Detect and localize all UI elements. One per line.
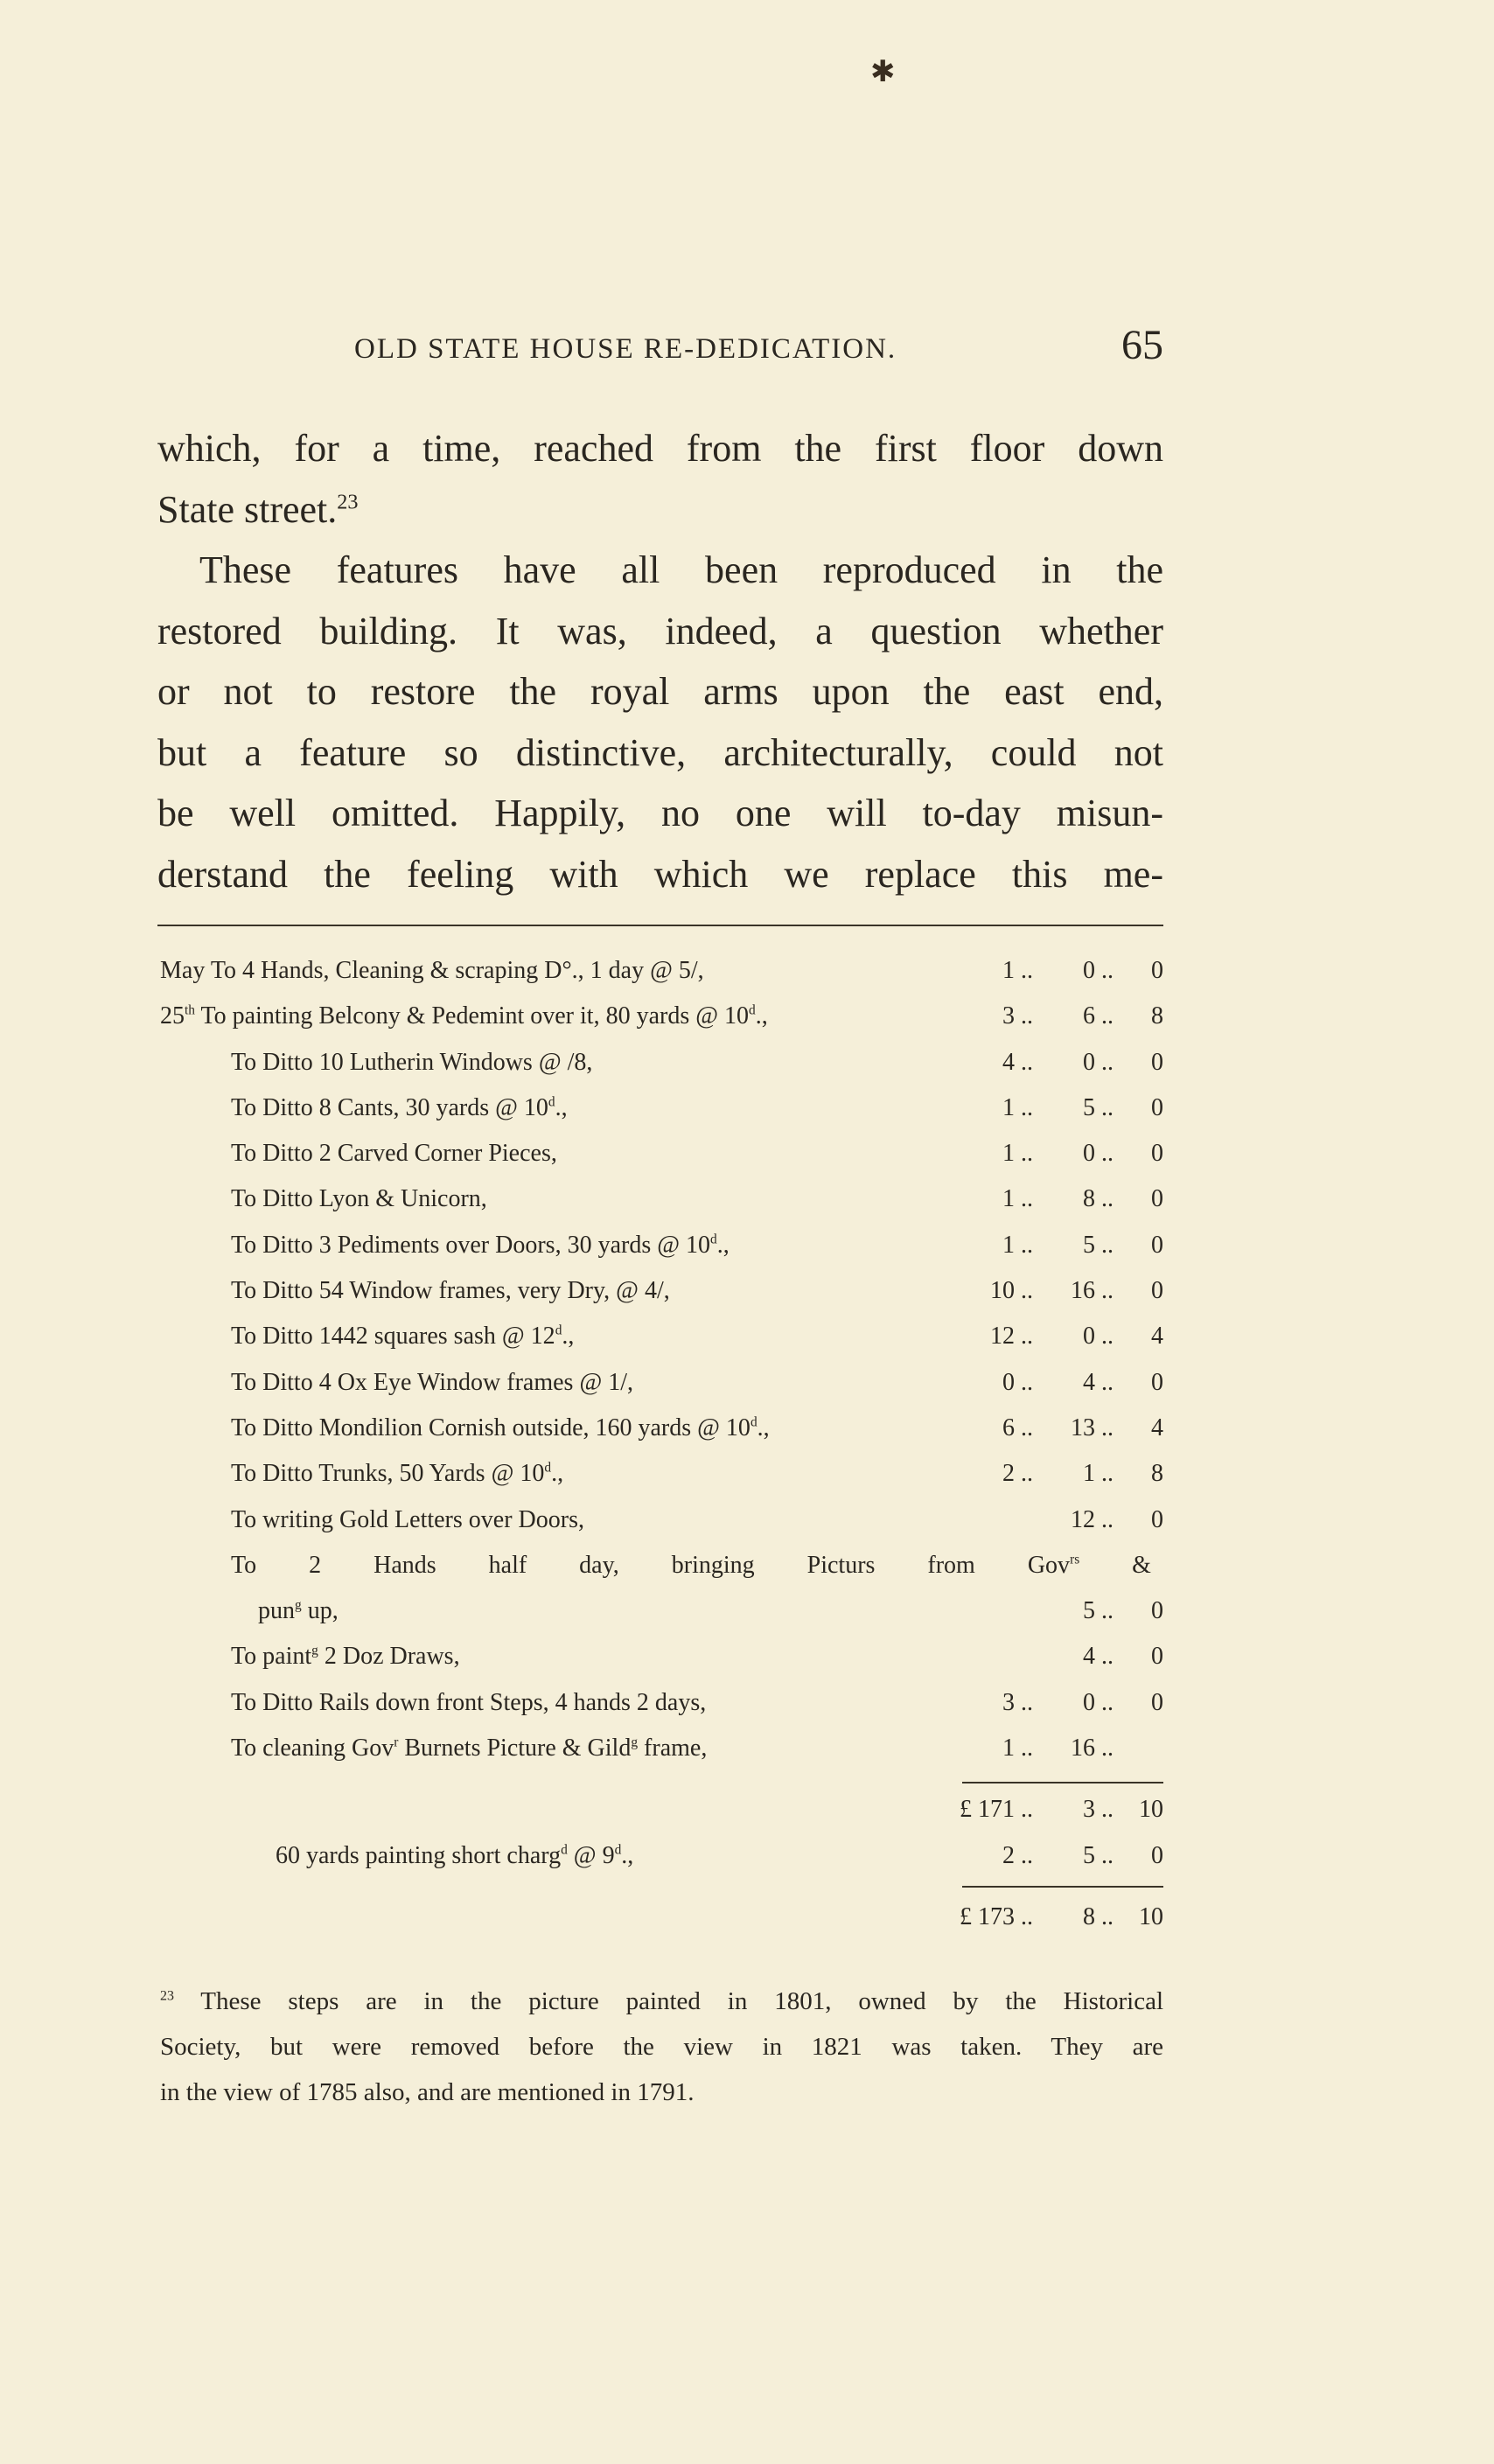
account-row xyxy=(160,952,1163,997)
amount-pence: 0 xyxy=(1151,1505,1163,1533)
amount-pounds: 0 .. xyxy=(1002,1368,1033,1396)
word: day, xyxy=(579,1551,619,1579)
amount-shillings: 16 .. xyxy=(1071,1735,1114,1762)
page-header xyxy=(157,322,1163,380)
amount-shillings: 13 .. xyxy=(1071,1413,1114,1441)
amount-pounds: 3 .. xyxy=(1002,1688,1033,1716)
amount-pence: 0 xyxy=(1151,1231,1163,1259)
amount-pounds: 1 .. xyxy=(1002,1735,1033,1762)
subtotal-row xyxy=(160,1790,1163,1836)
superscript: d xyxy=(749,1002,756,1018)
account-row xyxy=(160,1364,1163,1409)
footnote-number: 23 xyxy=(160,1988,174,2004)
total-rule xyxy=(962,1886,1163,1888)
account-row xyxy=(160,1044,1163,1089)
item-description: To Ditto 4 Ox Eye Window frames @ 1/, xyxy=(231,1368,634,1396)
superscript: d xyxy=(750,1414,757,1430)
item-description: To Ditto Rails down front Steps, 4 hands 2 days, xyxy=(231,1688,707,1716)
word: half xyxy=(488,1551,527,1579)
superscript: g xyxy=(295,1597,302,1613)
word: 2 xyxy=(309,1551,322,1579)
account-table xyxy=(160,952,1163,1944)
printers-mark-icon: ✱ xyxy=(870,54,896,89)
account-row xyxy=(160,1684,1163,1729)
running-title: OLD STATE HOUSE RE-DEDICATION. xyxy=(354,333,897,365)
amount-pence: 0 xyxy=(1151,957,1163,984)
page-number: 65 xyxy=(1121,322,1163,368)
account-row xyxy=(160,1592,1163,1637)
amount-pounds: 2 .. xyxy=(1002,1460,1033,1488)
item-description: May To 4 Hands, Cleaning & scraping D°., 1 day @ 5/, xyxy=(160,957,704,984)
amount-pence: 0 xyxy=(1151,1643,1163,1671)
item-description: To Ditto 3 Pediments over Doors, 30 yards @ 10$^d$., xyxy=(231,1231,730,1259)
item-description: To writing Gold Letters over Doors, xyxy=(231,1505,584,1533)
item-description: To Ditto Mondilion Cornish outside, 160 yards @ 10$^d$., xyxy=(231,1413,770,1441)
item-description: To Ditto 8 Cants, 30 yards @ 10$^d$., xyxy=(231,1093,568,1121)
item-description: 25th To painting Belcony & Pedemint over it, 80 yards @ 10$^d$., xyxy=(160,1002,768,1030)
superscript: d xyxy=(561,1842,568,1858)
superscript: d xyxy=(614,1842,622,1858)
item-description: To Ditto 54 Window frames, very Dry, @ 4/, xyxy=(231,1277,670,1305)
account-row xyxy=(160,1501,1163,1546)
amount-shillings: 5 .. xyxy=(1083,1093,1114,1121)
total-row xyxy=(160,1898,1163,1944)
amount-shillings: 0 .. xyxy=(1083,1140,1114,1168)
amount-pence: 10 xyxy=(1139,1902,1163,1930)
amount-pounds: 1 .. xyxy=(1002,1231,1033,1259)
body-line: These features have all been reproduced in the xyxy=(199,548,1163,591)
account-row xyxy=(160,1089,1163,1134)
amount-pence: 8 xyxy=(1151,1002,1163,1030)
amount-pence: 0 xyxy=(1151,1185,1163,1213)
amount-shillings: 0 .. xyxy=(1083,1323,1114,1351)
account-row xyxy=(160,1455,1163,1500)
amount-shillings: 4 .. xyxy=(1083,1643,1114,1671)
body-text xyxy=(157,418,1163,904)
subtotal-rule xyxy=(962,1782,1163,1783)
amount-pounds: 2 .. xyxy=(1002,1841,1033,1869)
amount-pence: 0 xyxy=(1151,1048,1163,1076)
amount-pounds: 1 .. xyxy=(1002,957,1033,984)
section-rule xyxy=(157,925,1163,926)
amount-shillings: 4 .. xyxy=(1083,1368,1114,1396)
item-description: To Ditto Trunks, 50 Yards @ 10$^d$., xyxy=(231,1460,564,1488)
amount-shillings: 0 .. xyxy=(1083,1688,1114,1716)
footnote-line: Society, but were removed before the view in 1821 was taken. They are xyxy=(160,2033,1163,2061)
superscript: d xyxy=(710,1232,717,1247)
amount-pence: 4 xyxy=(1151,1323,1163,1351)
superscript: g xyxy=(311,1644,318,1659)
body-line: or not to restore the royal arms upon the east end, xyxy=(157,670,1163,713)
word: bringing xyxy=(671,1551,755,1579)
superscript: rs xyxy=(1070,1552,1080,1567)
total-rule-row xyxy=(160,1882,1163,1898)
body-line: but a feature so distinctive, architecturally, could not xyxy=(157,730,1163,774)
superscript: d xyxy=(555,1323,562,1339)
account-row xyxy=(160,1729,1163,1775)
amount-pounds: £ 171 .. xyxy=(960,1796,1033,1824)
word: & xyxy=(1132,1551,1151,1579)
word: To xyxy=(231,1551,257,1579)
item-description: To Ditto 10 Lutherin Windows @ /8, xyxy=(231,1048,593,1076)
account-row xyxy=(160,1226,1163,1272)
item-description: To Ditto Lyon & Unicorn, xyxy=(231,1185,487,1213)
amount-shillings: 1 .. xyxy=(1083,1460,1114,1488)
amount-pence: 0 xyxy=(1151,1368,1163,1396)
amount-pounds: 1 .. xyxy=(1002,1185,1033,1213)
superscript: r xyxy=(394,1735,399,1750)
body-line: which, for a time, reached from the first floor down xyxy=(157,427,1163,470)
footnote-ref: 23 xyxy=(337,489,359,513)
item-description: 60 yards painting short charg$^d$ @ 9$^d$., xyxy=(276,1841,634,1869)
amount-pence: 0 xyxy=(1151,1140,1163,1168)
account-row xyxy=(160,1317,1163,1363)
amount-pounds: £ 173 .. xyxy=(960,1902,1033,1930)
item-description: To paint$^g$ 2 Doz Draws, xyxy=(231,1643,460,1671)
amount-shillings: 16 .. xyxy=(1071,1277,1114,1305)
superscript: g xyxy=(631,1735,639,1750)
amount-shillings: 8 .. xyxy=(1083,1902,1114,1930)
short-charge-row xyxy=(160,1837,1163,1882)
amount-pounds: 4 .. xyxy=(1002,1048,1033,1076)
amount-pence: 10 xyxy=(1139,1796,1163,1824)
amount-pounds: 3 .. xyxy=(1002,1002,1033,1030)
account-row xyxy=(160,1180,1163,1225)
account-row xyxy=(160,1409,1163,1455)
amount-shillings: 5 .. xyxy=(1083,1841,1114,1869)
amount-pounds: 10 .. xyxy=(990,1277,1033,1305)
account-row xyxy=(160,1546,1163,1592)
body-line: restored building. It was, indeed, a question whether xyxy=(157,609,1163,653)
item-description: To cleaning Gov$^r$ Burnets Picture & Gild$^g$ frame, xyxy=(231,1735,708,1762)
word: Hands xyxy=(374,1551,436,1579)
amount-pence: 4 xyxy=(1151,1413,1163,1441)
item-description: To Ditto 1442 squares sash @ 12$^d$., xyxy=(231,1323,575,1351)
body-line: be well omitted. Happily, no one will to-day misun- xyxy=(157,792,1163,834)
footnote-line: in the view of 1785 also, and are mentioned in 1791. xyxy=(160,2078,695,2106)
word: from xyxy=(927,1551,975,1579)
amount-shillings: 0 .. xyxy=(1083,957,1114,984)
footnote xyxy=(160,1979,1163,2115)
body-line: derstand the feeling with which we replace this me- xyxy=(157,852,1163,896)
account-row xyxy=(160,1272,1163,1317)
account-row xyxy=(160,1637,1163,1683)
superscript: d xyxy=(548,1094,555,1110)
account-row xyxy=(160,1134,1163,1180)
amount-pounds: 6 .. xyxy=(1002,1413,1033,1441)
amount-shillings: 0 .. xyxy=(1083,1048,1114,1076)
item-description xyxy=(231,1546,1151,1585)
amount-shillings: 6 .. xyxy=(1083,1002,1114,1030)
amount-shillings: 8 .. xyxy=(1083,1185,1114,1213)
amount-pounds: 12 .. xyxy=(990,1323,1033,1351)
superscript: d xyxy=(544,1460,552,1476)
body-line: State street.$^{23}$ xyxy=(157,487,359,531)
amount-pence: 0 xyxy=(1151,1597,1163,1625)
amount-pence: 8 xyxy=(1151,1460,1163,1488)
amount-pence: 0 xyxy=(1151,1277,1163,1305)
word: Picturs xyxy=(806,1551,876,1579)
amount-shillings: 12 .. xyxy=(1071,1505,1114,1533)
amount-shillings: 5 .. xyxy=(1083,1597,1114,1625)
amount-shillings: 3 .. xyxy=(1083,1796,1114,1824)
item-description: pun$^g$ up, xyxy=(258,1597,339,1625)
amount-pounds: 1 .. xyxy=(1002,1093,1033,1121)
subtotal-rule-row xyxy=(160,1775,1163,1790)
amount-pence: 0 xyxy=(1151,1841,1163,1869)
amount-shillings: 5 .. xyxy=(1083,1231,1114,1259)
account-row xyxy=(160,997,1163,1043)
amount-pounds: 1 .. xyxy=(1002,1140,1033,1168)
amount-pence: 0 xyxy=(1151,1688,1163,1716)
footnote-line: $^{23}$ These steps are in the picture painted in 1801, owned by the Historical xyxy=(160,1987,1163,2015)
amount-pence: 0 xyxy=(1151,1093,1163,1121)
word: Gov$^{rs}$ xyxy=(1027,1551,1080,1579)
superscript: th xyxy=(185,1002,195,1018)
item-description: To Ditto 2 Carved Corner Pieces, xyxy=(231,1140,557,1168)
